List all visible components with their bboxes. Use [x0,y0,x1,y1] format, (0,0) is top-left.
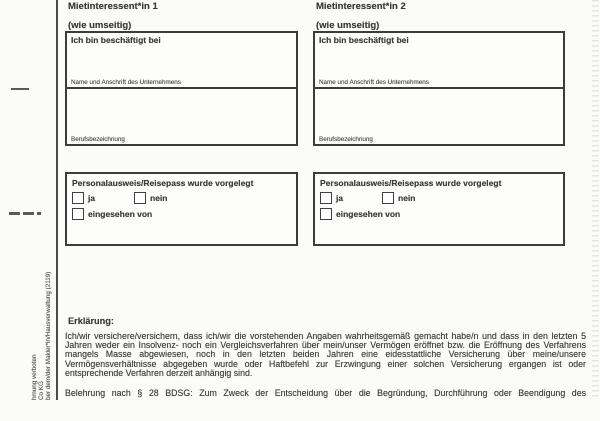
id-check-label: Personalausweis/Reisepass wurde vorgelegt [320,178,502,188]
declaration-heading: Erklärung: [68,316,114,326]
applicant-2-subtitle: (wie umseitig) [316,20,380,31]
applicant-1-subtitle: (wie umseitig) [68,20,132,31]
imprint-line: hmung verboten [31,354,38,400]
checkbox-ja[interactable] [320,192,332,204]
applicant-2-title: Mietinteressent*in 2 [316,1,406,12]
imprint-line: ber dem/der Makler*in/Hausverwaltung (2119) [45,271,52,400]
employment-table [65,31,298,146]
job-title-cell [315,89,563,144]
checkbox-nein[interactable] [382,192,394,204]
checkbox-ja[interactable] [72,192,84,204]
checkbox-nein-label: nein [398,193,416,203]
form-left-border [56,0,58,400]
imprint-line: Co KG [38,381,45,400]
id-check-label: Personalausweis/Reisepass wurde vorgelegt [72,178,254,188]
checkbox-eingesehen-label: eingesehen von [336,209,401,219]
employment-table [313,31,565,146]
employment-label: Ich bin beschäftigt bei [71,35,161,45]
job-title-caption: Berufsbezeichnung [71,136,125,143]
applicant-1-title: Mietinteressent*in 1 [68,1,158,12]
checkbox-eingesehen[interactable] [72,208,84,220]
checkbox-nein[interactable] [134,192,146,204]
employer-caption: Name und Anschrift des Unternehmens [71,79,181,86]
fold-mark [11,88,29,90]
job-title-cell [67,89,296,144]
checkbox-ja-label: ja [336,193,344,203]
id-check-box [313,172,565,246]
employer-caption: Name und Anschrift des Unternehmens [319,79,429,86]
belehrung-truncated-line: Belehrung nach § 28 BDSG: Zum Zweck der Entscheidung über die Begründung, Durchführung oder Beendigung des [65,388,586,398]
id-check-box [65,172,298,246]
employer-cell [315,33,563,89]
checkbox-eingesehen-label: eingesehen von [88,209,153,219]
scan-edge-noise [592,0,599,400]
checkbox-eingesehen[interactable] [320,208,332,220]
fold-mark [9,212,41,215]
employment-label: Ich bin beschäftigt bei [319,35,409,45]
checkbox-nein-label: nein [150,193,168,203]
job-title-caption: Berufsbezeichnung [319,136,373,143]
employer-cell [67,33,296,89]
declaration-body: Ich/wir versichere/versichern, dass ich/wir die vorstehenden Angaben wahrheitsgemäß gemacht habe/n und dass in den letzten 5 Jahren weder ein Insolvenz- noch ein Vergleichsverfahren über mein/unser Vermögen eröffnet bzw. die Eröffnung des Verfahrens mangels Masse abgewiesen, noch in den letzten beiden Jahren eine eidesstattliche Versicherung über meine/unsere Vermögensverhältnisse abgegeben wurde oder Haftbefehl zur Erzwingung einer solchen Versicherung ergangen ist oder entsprechende Verfahren derzeit anhängig sind. [65,331,586,378]
checkbox-ja-label: ja [88,193,96,203]
